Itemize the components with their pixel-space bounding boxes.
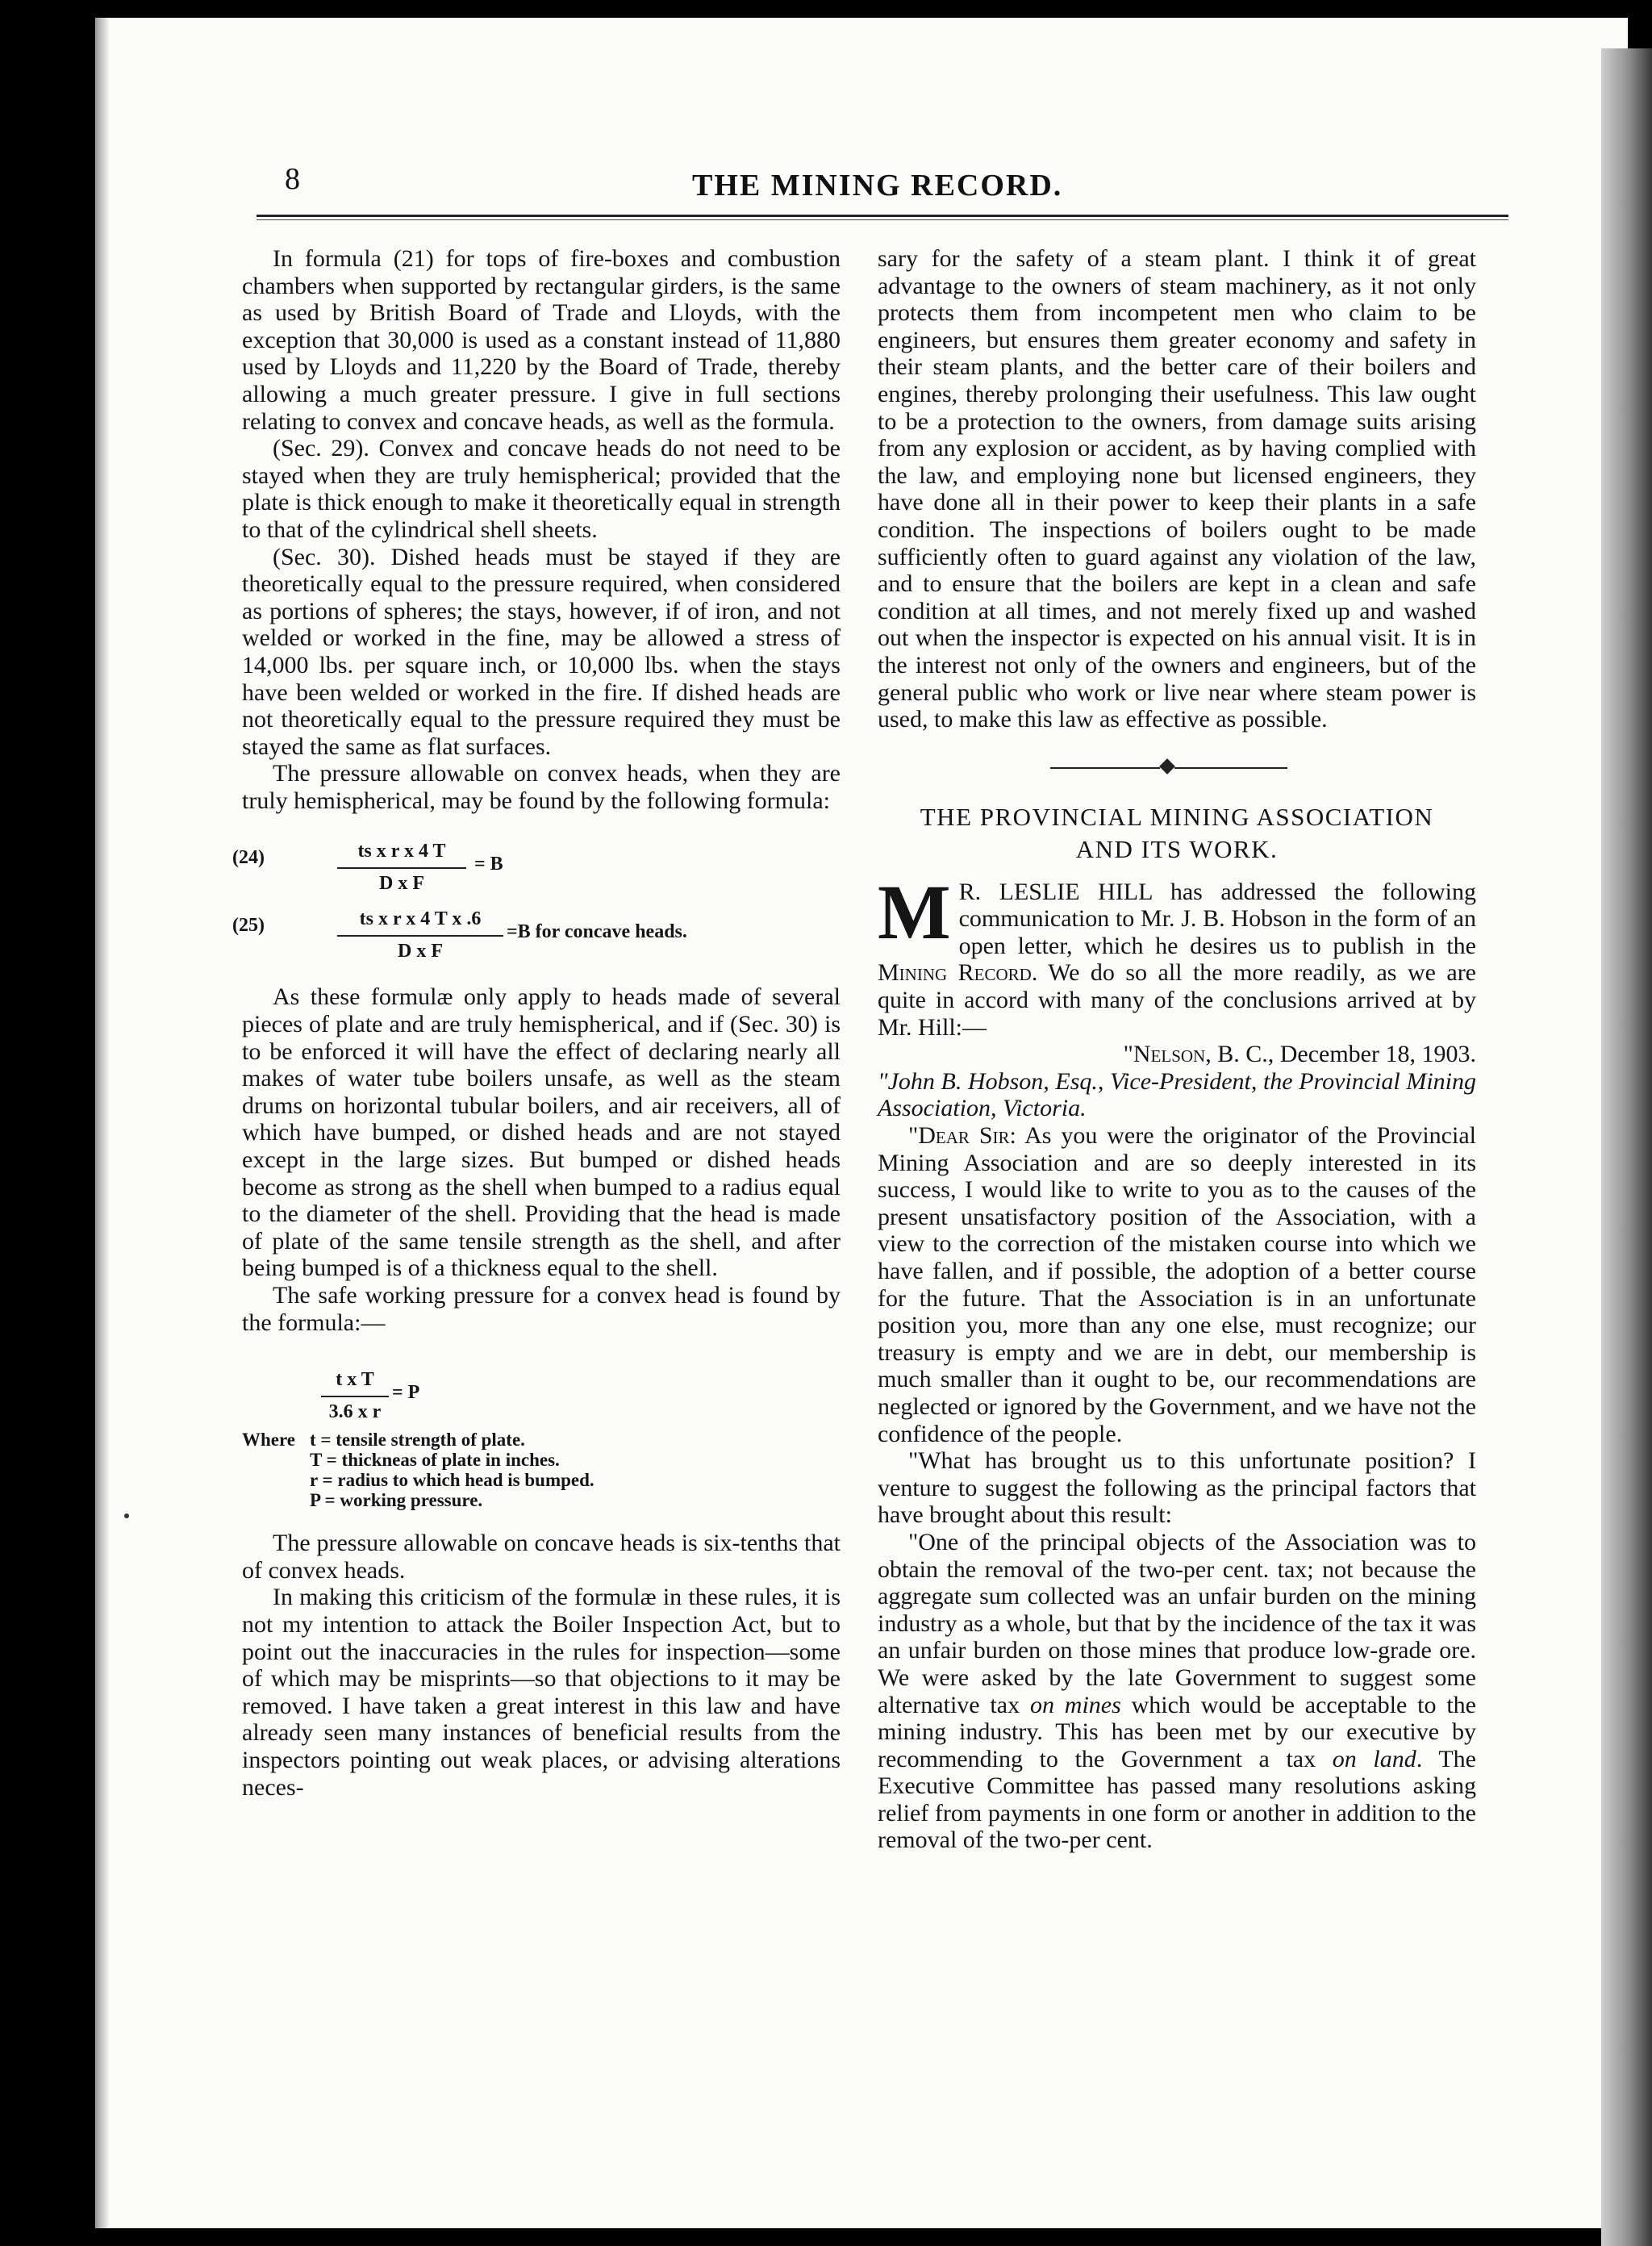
drop-cap: M <box>878 868 951 955</box>
header-rule <box>257 215 1508 220</box>
formula-24-rhs: = B <box>474 854 503 875</box>
left-paragraph-formulae: As these formulæ only apply to heads made of several pieces of plate and are truly hemispherical, and if (Sec. 30) is to be enforced it will have the effect of declaring nearly all makes of water tube boilers unsafe, as well as the steam drums on horizontal tubular boilers, and air receivers, all of which have bumped, or dished heads and are not stayed except in the large sizes. But bumped or dished heads become as strong as the shell when bumped to a radius equal to the diameter of the shell. Providing that the head is made of plate of the same tensile strength as the shell, and after being bumped is of a thickness equal to the shell. <box>242 983 841 1282</box>
formula-25-denominator: D x F <box>398 941 443 962</box>
variable-definitions <box>242 1430 841 1510</box>
definition-row: Where t = tensile strength of plate. <box>242 1430 525 1451</box>
formula-24-25 <box>232 829 841 974</box>
equation-number-25: (25) <box>232 915 265 937</box>
formula-24-denominator: D x F <box>379 873 424 895</box>
article-title-line-1: THE PROVINCIAL MINING ASSOCIATION <box>920 802 1434 831</box>
letter-dateline: "Nelson, B. C., December 18, 1903. <box>1123 1041 1476 1068</box>
left-paragraph-sec-30: (Sec. 30). Dished heads must be stayed if they are theoretically equal to the pressure required, when considered as portions of spheres; the stays, however, if of iron, and not welded or worked in the fine, may be allowed a stress of 14,000 lbs. per square inch, or 10,000 lbs. when the stays have been welded or worked in the fire. If dished heads are not theoretically equal to the pressure required they must be stayed the same as flat surfaces. <box>242 543 841 760</box>
definition-row: T = thickneas of plate in inches. <box>310 1450 560 1471</box>
divider-line-left <box>1050 767 1160 769</box>
article-title-line-2: AND ITS WORK. <box>1075 834 1279 863</box>
letter-salutation: "Dear Sir <box>908 1122 1010 1150</box>
formula-25-numerator: ts x r x 4 T x .6 <box>337 906 503 937</box>
publication-name: Mining Record <box>878 959 1032 987</box>
definition-row: P = working pressure. <box>310 1490 483 1511</box>
page-number: 8 <box>285 162 300 196</box>
divider-line-right <box>1174 767 1287 769</box>
left-paragraph-sec-29: (Sec. 29). Convex and concave heads do not need to be stayed when they are truly hemispherical; provided that the plate is thick enough to make it theoretically equal in strength to that of the cylindrical shell sheets. <box>242 435 841 543</box>
section-divider <box>878 745 1476 793</box>
article-title <box>878 801 1476 866</box>
formula-p-denominator: 3.6 x r <box>328 1401 382 1422</box>
letter-paragraph-2: "What has brought us to this unfortunate position? I venture to suggest the following as the principal factors that have brought about this result: <box>878 1447 1476 1529</box>
right-paragraph-continued: sary for the safety of a steam plant. I think it of great advantage to the owners of steam machinery, as it not only protects them from incompetent men who claim to be engineers, but ensures them greater economy and safety in their steam plants, and the better care of their boilers and engines, thereby prolonging their usefulness. This law ought to be a protection to the owners, from damage suits arising from any explosion or accident, as by having complied with the law, and employing none but licensed engineers, they have done all in their power to keep their plants in a safe condition. The inspections of boilers ought to be made sufficiently often to guard against any violation of the law, and to ensure that the boilers are kept in a clean and safe condition at all times, and not merely fixed up and washed out when the inspector is expected on his annual visit. It is in the interest not only of the owners and engineers, but of the general public who work or live near where steam power is used, to make this law as effective as possible. <box>878 245 1476 733</box>
definition-row: r = radius to which head is bumped. <box>310 1470 594 1491</box>
left-paragraph-convex-intro: The pressure allowable on convex heads, when they are truly hemispherical, may be found by the following formula: <box>242 760 841 814</box>
letter-paragraph-1: "Dear Sir: As you were the originator of the Provincial Mining Association and are so deeply interested in its success, I would like to write to you as to the causes of the present unsatisfactory position of the Association, with a view to the correction of the mistaken course into which we have fallen, and if possible, the adoption of a better course for the future. That the Association is in an unfortunate position you, more than any one else, must recognize; our treasury is empty and we are in debt, our membership is much smaller than it ought to be, our recommendations are neglected or ignored by the Government, and we have not the confidence of the people. <box>878 1122 1476 1447</box>
margin-speck <box>124 1513 129 1518</box>
left-paragraph-1: In formula (21) for tops of fire-boxes and combustion chambers when supported by rectangular girders, is the same as used by British Board of Trade and Lloyds, with the exception that 30,000 is used as a constant instead of 11,880 used by Lloyds and 11,220 by the Board of Trade, thereby allowing a much greater pressure. I give in full sections relating to convex and concave heads, as well as the formula. <box>242 245 841 435</box>
formula-24-numerator: ts x r x 4 T <box>337 838 466 869</box>
formula-p <box>242 1351 841 1420</box>
letter-paragraph-3: "One of the principal objects of the Association was to obtain the removal of the two-per cent. tax; not because the aggregate sum collected was an unfair burden on the mining industry as a whole, but that by the incidence of the tax it was an unfair burden on those mines that produce low-grade ore. We were asked by the late Government to suggest some alternative tax on mines which would be acceptable to the mining industry. This has been met by our executive by recommending to the Government a tax on land. The Executive Committee has passed many resolutions asking relief from payments in one form or another in addition to the removal of the two-per cent. <box>878 1528 1477 1854</box>
book-spine <box>1601 48 1652 2246</box>
intro-lead: R. LESLIE HILL <box>958 878 1153 905</box>
journal-title: THE MINING RECORD. <box>692 169 1063 202</box>
formula-p-numerator: t x T <box>321 1367 389 1397</box>
formula-p-fraction <box>321 1367 389 1426</box>
right-column <box>878 245 1476 1854</box>
left-paragraph-safe-pressure: The safe working pressure for a convex head is found by the formula:— <box>242 1282 841 1336</box>
formula-25-fraction <box>337 906 503 965</box>
letter-addressee: "John B. Hobson, Esq., Vice-President, the Provincial Mining Association, Victoria. <box>878 1067 1476 1122</box>
equation-number-24: (24) <box>232 847 265 869</box>
left-paragraph-concave: The pressure allowable on concave heads is six-tenths that of convex heads. <box>242 1530 841 1584</box>
article-intro: M R. LESLIE HILL has addressed the following communication to Mr. J. B. Hobson in the form of an open letter, which he desires us to publish in the Mining Record. We do so all the more readily, as we are quite in accord with many of the conclusions arrived at by Mr. Hill:— <box>878 868 1477 1041</box>
formula-24-fraction <box>337 838 466 897</box>
left-column <box>232 245 841 1801</box>
page-edge-shadow <box>95 18 110 2228</box>
divider-diamond-icon <box>1159 758 1175 774</box>
formula-25-rhs: =B for concave heads. <box>507 921 687 943</box>
formula-p-rhs: = P <box>392 1382 420 1404</box>
left-paragraph-criticism: In making this criticism of the formulæ in these rules, it is not my intention to attack the Boiler Inspection Act, but to point out the inaccuracies in the rules for inspection—some of which may be misprints—so that objections to it may be removed. I have taken a great interest in this law and have already seen many instances of beneficial results from the inspectors pointing out weak places, or advising alterations neces- <box>242 1584 841 1801</box>
